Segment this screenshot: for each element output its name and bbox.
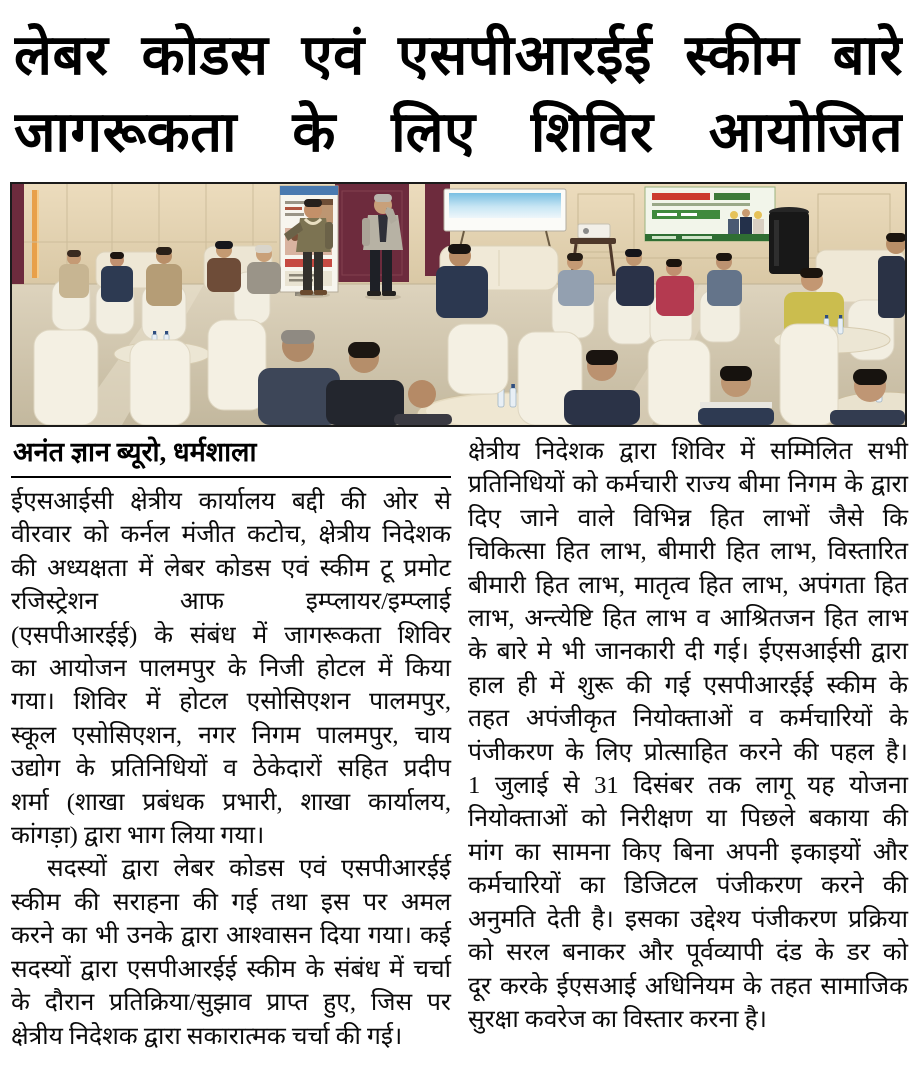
body-line: 1 जुलाई से 31 दिसंबर तक लागू यह योजना <box>468 772 908 800</box>
body-line: शर्मा (शाखा प्रबंधक प्रभारी, शाखा कार्यालय, <box>11 788 451 816</box>
body-line: सदस्यों द्वारा लेबर कोडस एवं एसपीआरईई <box>47 855 451 883</box>
article-photo <box>10 182 907 427</box>
body-line: कर्मचारियों का डिजिटल पंजीकरण करने की <box>468 872 908 900</box>
byline: अनंत ज्ञान ब्यूरो, धर्मशाला <box>13 437 257 467</box>
byline-rule <box>11 435 451 478</box>
headline-line-2: जागरूकता के लिए शिविर आयोजित <box>14 100 903 163</box>
body-line: दूर करके ईएसआई अधिनियम के तहत सामाजिक <box>468 972 908 1000</box>
body-line: के दौरान प्रतिक्रिया/सुझाव प्राप्त हुए, जिस पर <box>11 989 451 1017</box>
body-line: रजिस्ट्रेशन आफ इम्प्लायर/इम्प्लाई <box>11 588 451 616</box>
headline <box>0 0 917 176</box>
body-line: (एसपीआरईई) के संबंध में जागरूकता शिविर <box>11 621 451 649</box>
body-line: दिए जाने वाले विभिन्न हित लाभों जैसे कि <box>468 504 908 532</box>
body-line: तहत अपंजीकृत नियोक्ताओं व कर्मचारियों के <box>468 705 908 733</box>
body-line: क्षेत्रीय निदेशक द्वारा शिविर में सम्मिलित सभी <box>468 438 908 465</box>
body-line: को सरल बनाकर और पूर्वव्यापी दंड के डर को <box>468 939 908 967</box>
body-line: नियोक्ताओं को निरीक्षण या पिछले बकाया की <box>468 805 908 833</box>
audio-speaker <box>769 207 809 274</box>
body-column-left <box>11 435 451 1053</box>
right-column-text <box>468 435 908 1036</box>
body-line: कांगड़ा) द्वारा भाग लिया गया। <box>11 822 265 850</box>
body-line: ईएसआईसी क्षेत्रीय कार्यालय बद्दी की ओर से <box>11 488 451 515</box>
body-line: उद्योग के प्रतिनिधियों व ठेकेदारों सहित प्रदीप <box>11 755 451 783</box>
article-body <box>0 427 917 1053</box>
body-line: सुरक्षा कवरेज का विस्तार करना है। <box>468 1005 767 1033</box>
body-line: की अध्यक्षता में लेबर कोडस एवं स्कीम टू प्रमोट <box>11 554 451 582</box>
body-line: क्षेत्रीय निदेशक द्वारा सकारात्मक चर्चा की गई। <box>11 1022 403 1050</box>
body-line: स्कूल एसोसिएशन, नगर निगम पालमपुर, चाय <box>11 721 451 749</box>
body-line: पंजीकरण के लिए प्रोत्साहित करने की पहल है। <box>468 738 908 766</box>
body-line: मांग का सामना किए बिना अपनी इकाइयों और <box>468 838 908 866</box>
body-line: सदस्यों द्वारा एसपीआरईई स्कीम के संबंध में चर्चा <box>11 955 451 983</box>
body-line: करने का भी उनके द्वारा आश्वासन दिया गया। कई <box>11 922 451 950</box>
body-line: अनुमति देती है। इसका उद्देश्य पंजीकरण प्रक्रिया <box>468 905 908 933</box>
body-line: के बारे मे भी जानकारी दी गई। ईएसआईसी द्वारा <box>468 638 908 666</box>
body-line: का आयोजन पालमपुर के निजी होटल में किया <box>11 655 451 683</box>
body-line: गया। शिविर में होटल एसोसिएशन पालमपुर, <box>11 688 451 716</box>
body-column-right <box>468 435 908 1053</box>
body-line: प्रतिनिधियों को कर्मचारी राज्य बीमा निगम के द्वारा <box>468 471 908 499</box>
maroon-wall-edge <box>12 184 24 284</box>
body-line: वीरवार को कर्नल मंजीत कटोच, क्षेत्रीय निदेशक <box>11 521 451 549</box>
body-line: बीमारी हित लाभ, मातृत्व हित लाभ, अपंगता हित <box>468 571 908 599</box>
wall-light-strip <box>32 190 37 278</box>
body-line: लाभ, अन्त्येष्टि हित लाभ व आश्रितजन हित लाभ <box>468 605 908 633</box>
body-line: चिकित्सा हित लाभ, बीमारी हित लाभ, विस्तारित <box>468 538 908 566</box>
left-column-text <box>11 485 451 1053</box>
body-line: हाल ही में शुरू की गई एसपीआरईई स्कीम के <box>468 671 908 699</box>
body-line: स्कीम की सराहना की गई तथा इस पर अमल <box>11 888 451 916</box>
spree-wall-banner <box>645 187 775 241</box>
headline-line-1: लेबर कोडस एवं एसपीआरईई स्कीम बारे <box>14 23 903 86</box>
article-photo-illustration <box>12 184 905 425</box>
